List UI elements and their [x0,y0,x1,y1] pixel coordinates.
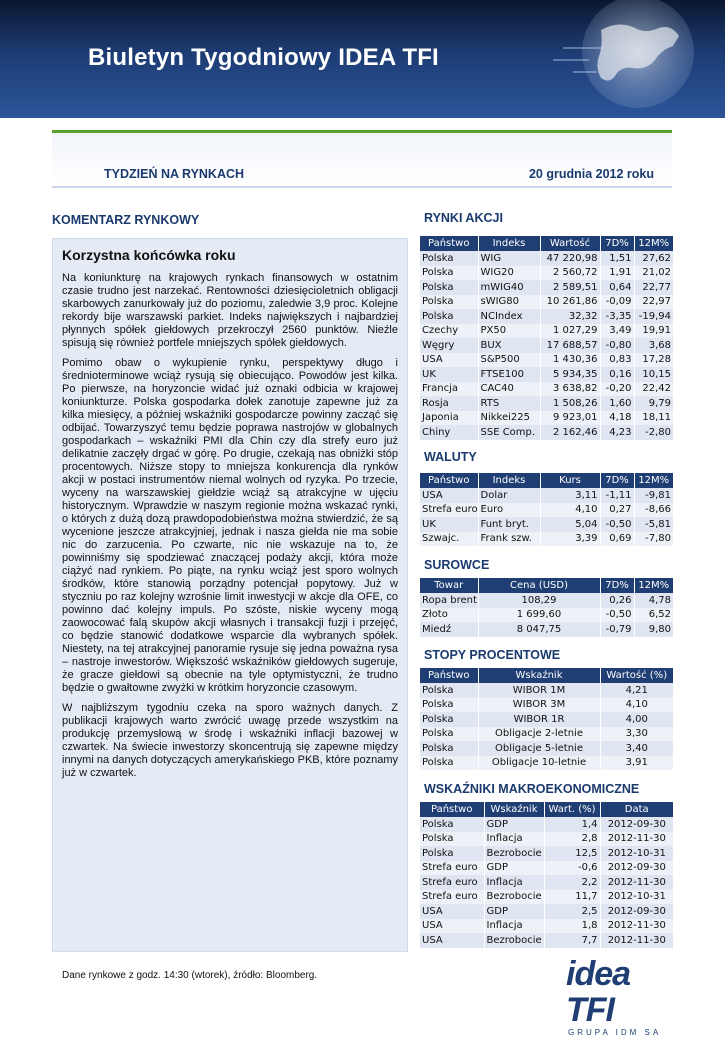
table-cell: mWIG40 [478,280,540,295]
table-cell: Chiny [420,425,478,440]
table-cell: -0,6 [544,861,600,876]
table-cell: 1 430,36 [540,353,600,368]
table-cell: Polska [420,698,478,713]
table-row [420,861,673,876]
table-row [420,382,673,397]
table-cell: Strefa euro [420,875,484,890]
table-cell: NCIndex [478,309,540,324]
table-cell: 0,83 [600,353,634,368]
table-cell: SSE Comp. [478,425,540,440]
table-cell: sWIG80 [478,295,540,310]
column-header: Wartość (%) [600,668,673,683]
table-cell: Polska [420,266,478,281]
table-cell: -0,80 [600,338,634,353]
table-cell: 3,91 [600,756,673,771]
header-banner [0,0,725,118]
table-cell: Polska [420,741,478,756]
table-cell: Bezrobocie [484,846,544,861]
table-cell: 0,64 [600,280,634,295]
table-row [420,396,673,411]
table-cell: 0,27 [600,503,634,518]
column-header: Towar [420,578,478,593]
table-cell: -5,81 [634,517,673,532]
table-row [420,741,673,756]
table-cell: 47 220,98 [540,251,600,266]
table-cell: 4,10 [600,698,673,713]
table-row [420,367,673,382]
table-row [420,698,673,713]
table-cell: 11,7 [544,890,600,905]
table-cell: 2012-10-31 [600,846,673,861]
column-header: Wskaźnik [478,668,600,683]
table-cell: 2012-09-30 [600,904,673,919]
table-cell: -0,09 [600,295,634,310]
currencies-table [420,473,673,546]
table-cell: 2 162,46 [540,425,600,440]
table-cell: Czechy [420,324,478,339]
table-cell: 2,2 [544,875,600,890]
table-cell: 2012-11-30 [600,832,673,847]
table-cell: -0,50 [600,608,634,623]
table-cell: Polska [420,280,478,295]
table-row [420,846,673,861]
table-row [420,727,673,742]
column-header: 7D% [600,236,634,251]
table-cell: Strefa euro [420,861,484,876]
table-cell: 0,69 [600,532,634,547]
table-cell: 0,16 [600,367,634,382]
table-cell: 19,91 [634,324,673,339]
table-row [420,875,673,890]
table-cell: -2,80 [634,425,673,440]
table-cell: Inflacja [484,875,544,890]
table-cell: GDP [484,861,544,876]
table-cell: Węgry [420,338,478,353]
table-cell: 4,23 [600,425,634,440]
table-cell: Polska [420,251,478,266]
table-cell: 22,97 [634,295,673,310]
column-header: Państwo [420,473,478,488]
table-cell: 2012-10-31 [600,890,673,905]
rates-table [420,668,673,770]
logo-subtitle: GRUPA IDM SA [568,1028,662,1037]
table-cell: 3,11 [540,488,600,503]
table-cell: 3,40 [600,741,673,756]
table-cell: 17,28 [634,353,673,368]
table-cell: 3,30 [600,727,673,742]
table-cell: 2012-09-30 [600,861,673,876]
logo-tfi-text: TFI [566,991,614,1029]
table-cell: 4,21 [600,683,673,698]
bulletin-date: 20 grudnia 2012 roku [528,167,654,181]
table-cell: 7,7 [544,933,600,948]
section-label: TYDZIEŃ NA RYNKACH [104,167,245,181]
column-header: Wskaźnik [484,802,544,817]
stocks-title: RYNKI AKCJI [424,211,503,225]
bulletin-title: Biuletyn Tygodniowy IDEA TFI [88,44,439,71]
table-row [420,266,673,281]
table-cell: Ropa brent [422,594,477,606]
table-cell: 1,91 [600,266,634,281]
table-cell: 1 027,29 [540,324,600,339]
table-cell: 18,11 [634,411,673,426]
commentary-paragraph: W najbliższym tygodniu czeka na sporo ważnych danych. Z publikacji krajowych warto zwrócić uwagę przede wszystkim na produkcję przemysłową w środę i wskaźniki inflacji bazowej w czwartek. Na świecie inwestorzy skoncentrują się zapewne między innymi na danych dotyczących amerykańskiego PKB, które poznamy już w czwartek. [62,702,398,779]
table-cell: 2,8 [544,832,600,847]
table-cell: -3,35 [600,309,634,324]
table-cell: Polska [420,295,478,310]
table-row [420,817,673,832]
table-row [420,488,673,503]
table-cell: FTSE100 [478,367,540,382]
table-cell: 1,60 [600,396,634,411]
table-row [420,309,673,324]
table-cell: Inflacja [484,919,544,934]
table-cell: CAC40 [478,382,540,397]
stocks-table [420,236,673,440]
column-header: Państwo [420,236,478,251]
column-header: Indeks [478,236,540,251]
table-cell: -8,66 [634,503,673,518]
table-cell: USA [420,919,484,934]
table-cell: 3,68 [634,338,673,353]
table-cell: 2,5 [544,904,600,919]
macro-title: WSKAŹNIKI MAKROEKONOMICZNE [424,782,640,796]
table-cell: 2012-11-30 [600,875,673,890]
table-cell: 17 688,57 [540,338,600,353]
column-header: Państwo [420,802,484,817]
table-cell: 4,78 [634,593,673,608]
table-row [420,919,673,934]
table-cell: Miedź [420,622,478,637]
table-row [420,338,673,353]
table-cell: 2012-11-30 [600,919,673,934]
table-cell: 6,52 [634,608,673,623]
table-cell: S&P500 [478,353,540,368]
column-header: Cena (USD) [478,578,600,593]
table-row [420,295,673,310]
table-cell: Polska [420,846,484,861]
table-cell: 12,5 [544,846,600,861]
table-row [420,280,673,295]
table-cell: -0,50 [600,517,634,532]
table-cell: Złoto [420,608,478,623]
table-cell: GDP [484,817,544,832]
table-cell: 4,10 [540,503,600,518]
table-cell: Obligacje 5-letnie [478,741,600,756]
table-cell: USA [420,933,484,948]
table-cell: 27,62 [634,251,673,266]
table-cell: Funt bryt. [478,517,540,532]
table-cell: PX50 [478,324,540,339]
table-cell: Polska [420,756,478,771]
table-cell: 0,26 [600,593,634,608]
table-row [420,593,673,608]
column-header: 12M% [634,473,673,488]
table-row [420,904,673,919]
table-cell: 9,80 [634,622,673,637]
table-cell: 1,4 [544,817,600,832]
table-cell: 9,79 [634,396,673,411]
table-row [420,503,673,518]
week-header [52,130,672,188]
table-row [420,832,673,847]
column-header: 12M% [634,236,673,251]
column-header: Kurs [540,473,600,488]
table-cell: GDP [484,904,544,919]
table-row [420,683,673,698]
table-cell: Obligacje 2-letnie [478,727,600,742]
table-cell: -19,94 [634,309,673,324]
table-row [420,411,673,426]
table-cell: 8 047,75 [478,622,600,637]
table-row [420,890,673,905]
table-cell: Nikkei225 [478,411,540,426]
table-cell: RTS [478,396,540,411]
column-header: 7D% [600,473,634,488]
table-cell: 4,18 [600,411,634,426]
commentary-box [52,238,408,952]
column-header: Data [600,802,673,817]
table-cell: 3,39 [540,532,600,547]
table-cell: -0,79 [600,622,634,637]
table-cell: 5 934,35 [540,367,600,382]
table-cell: 1,8 [544,919,600,934]
table-row [420,532,673,547]
table-cell: -9,81 [634,488,673,503]
table-cell: 108,29 [478,593,600,608]
globe-icon [543,0,713,118]
table-cell: Bezrobocie [484,890,544,905]
table-cell: Dolar [478,488,540,503]
table-cell: 3,49 [600,324,634,339]
table-cell: 5,04 [540,517,600,532]
table-row [420,756,673,771]
table-cell: UK [420,517,478,532]
table-cell: BUX [478,338,540,353]
table-cell: 3 638,82 [540,382,600,397]
table-cell: -1,11 [600,488,634,503]
table-cell: USA [420,488,478,503]
table-cell: 32,32 [540,309,600,324]
table-cell: Polska [420,832,484,847]
table-row [420,324,673,339]
macro-table [420,802,673,948]
table-cell: Strefa euro [420,890,484,905]
commentary-paragraph: Pomimo obaw o wykupienie rynku, perspektywy długo i średnioterminowe wciąż rysują się obiecująco. Powodów jest kilka. Po pierwsze, na horyzoncie widać już oznaki odbicia w krajowej koniunkturze. Polska gospodarka dołek zanotuje zapewne już za kilka miesięcy, a później wskaźniki gospodarcze powinny zacząć się odbijać. Towarzyszyć temu będzie poprawa nastrojów w globalnych gospodarkach – wskaźniki PMI dla Chin czy dla strefy euro już delikatnie zaczęły drgać w górę. Po drugie, czekają nas obniżki stóp procentowych. Niższe stopy to mniejsza konkurencja dla rynków akcji w postaci instrumentów niemal wolnych od ryzyka. Po trzecie, wyceny na warszawskiej giełdzie wciąż są atrakcyjne w ujęciu historycznym. Wprawdzie w naszym regionie można wskazać rynki, o których z dużą dozą prawdopodobieństwa można stwierdzić, że są wycenione jeszcze atrakcyjniej, jednak i nasza giełda nie ma sobie nic do zarzucenia. Po czwarte, nic nie wskazuje na to, że powinniśmy się spodziewać znaczącej podaży akcji, która może ciążyć nad rynkiem. Po piąte, na rynku wciąż jest sporo wolnych środków, które stanowią porządny potencjał popytowy. Już w styczniu po raz kolejny wzrośnie limit inwestycji w akcje dla OFE, co powinno dać kolejny impuls. Po szóste, niskie wyceny mogą zaowocować falą skupów akcji własnych i transakcji fuzji i przejęć, co będzie stanowić dodatkowe wsparcie dla wybranych spółek. Niestety, na tej atrakcyjnej panoramie rysuje się jedna poważna rysa – nastroje inwestorów. Większość wskaźników giełdowych sugeruje, że gracze giełdowi są obecnie na tyle optymistyczni, że trudno będzie o gwałtowne zwyżki w krótkim horyzoncie czasowym. [62,357,398,694]
table-cell: 2 589,51 [540,280,600,295]
table-cell: 4,00 [600,712,673,727]
commodities-table [420,578,673,637]
table-cell: Francja [420,382,478,397]
table-cell: 10,15 [634,367,673,382]
table-cell: USA [420,353,478,368]
data-source-note: Dane rynkowe z godz. 14:30 (wtorek), źródło: Bloomberg. [62,970,318,981]
logo-idea-text: idea [566,955,631,993]
table-cell: 2 560,72 [540,266,600,281]
table-row [420,353,673,368]
table-cell: 1 699,60 [478,608,600,623]
table-cell: WIBOR 1R [478,712,600,727]
table-row [420,517,673,532]
table-cell: 22,77 [634,280,673,295]
table-cell: 2012-09-30 [600,817,673,832]
rates-title: STOPY PROCENTOWE [424,648,561,662]
table-cell: 10 261,86 [540,295,600,310]
table-row [420,712,673,727]
table-row [420,933,673,948]
table-cell: Polska [420,727,478,742]
table-cell: Frank szw. [478,532,540,547]
commentary-paragraph: Na koniunkturę na krajowych rynkach finansowych w ostatnim czasie trudno jest narzekać. Rentowności dziesięcioletnich obligacji skarbowych zanurkowały już do poziomu, zaledwie 3,9 proc. Kolejne rekordy bije warszawski parkiet. Indeks największych i najbardziej płynnych spółek giełdowych przekroczył 2560 punktów. Nieźle spisują się również portfele mniejszych spółek giełdowych. [62,272,398,349]
idea-tfi-logo [566,955,686,1037]
table-cell: Japonia [420,411,478,426]
table-row [420,425,673,440]
table-cell: WIBOR 3M [478,698,600,713]
table-cell: Inflacja [484,832,544,847]
column-header: 7D% [600,578,634,593]
table-cell: Euro [478,503,540,518]
column-header: Państwo [420,668,478,683]
table-cell: Obligacje 10-letnie [478,756,600,771]
table-cell: 22,42 [634,382,673,397]
commentary-section-title: KOMENTARZ RYNKOWY [52,213,200,227]
table-cell: Polska [420,712,478,727]
column-header: Wartość [540,236,600,251]
table-cell: -7,80 [634,532,673,547]
table-cell: 1,51 [600,251,634,266]
table-row [420,622,673,637]
table-cell: Rosja [420,396,478,411]
currencies-title: WALUTY [424,450,477,464]
table-cell: Polska [420,817,484,832]
table-row [420,608,673,623]
table-cell: Polska [420,683,478,698]
table-cell: Bezrobocie [484,933,544,948]
table-cell: 2012-11-30 [600,933,673,948]
table-cell: Strefa euro [422,504,478,516]
table-cell: Szwajc. [420,532,478,547]
table-cell: WIG20 [478,266,540,281]
table-cell: WIG [478,251,540,266]
table-cell: 9 923,01 [540,411,600,426]
column-header: 12M% [634,578,673,593]
table-cell: UK [420,367,478,382]
table-cell: Polska [420,309,478,324]
table-cell: WIBOR 1M [478,683,600,698]
table-cell: USA [420,904,484,919]
table-cell: 1 508,26 [540,396,600,411]
table-row [420,251,673,266]
column-header: Indeks [478,473,540,488]
commodities-title: SUROWCE [424,558,490,572]
commentary-headline: Korzystna końcówka roku [62,247,236,263]
table-cell: -0,20 [600,382,634,397]
table-cell: 21,02 [634,266,673,281]
column-header: Wart. (%) [544,802,600,817]
